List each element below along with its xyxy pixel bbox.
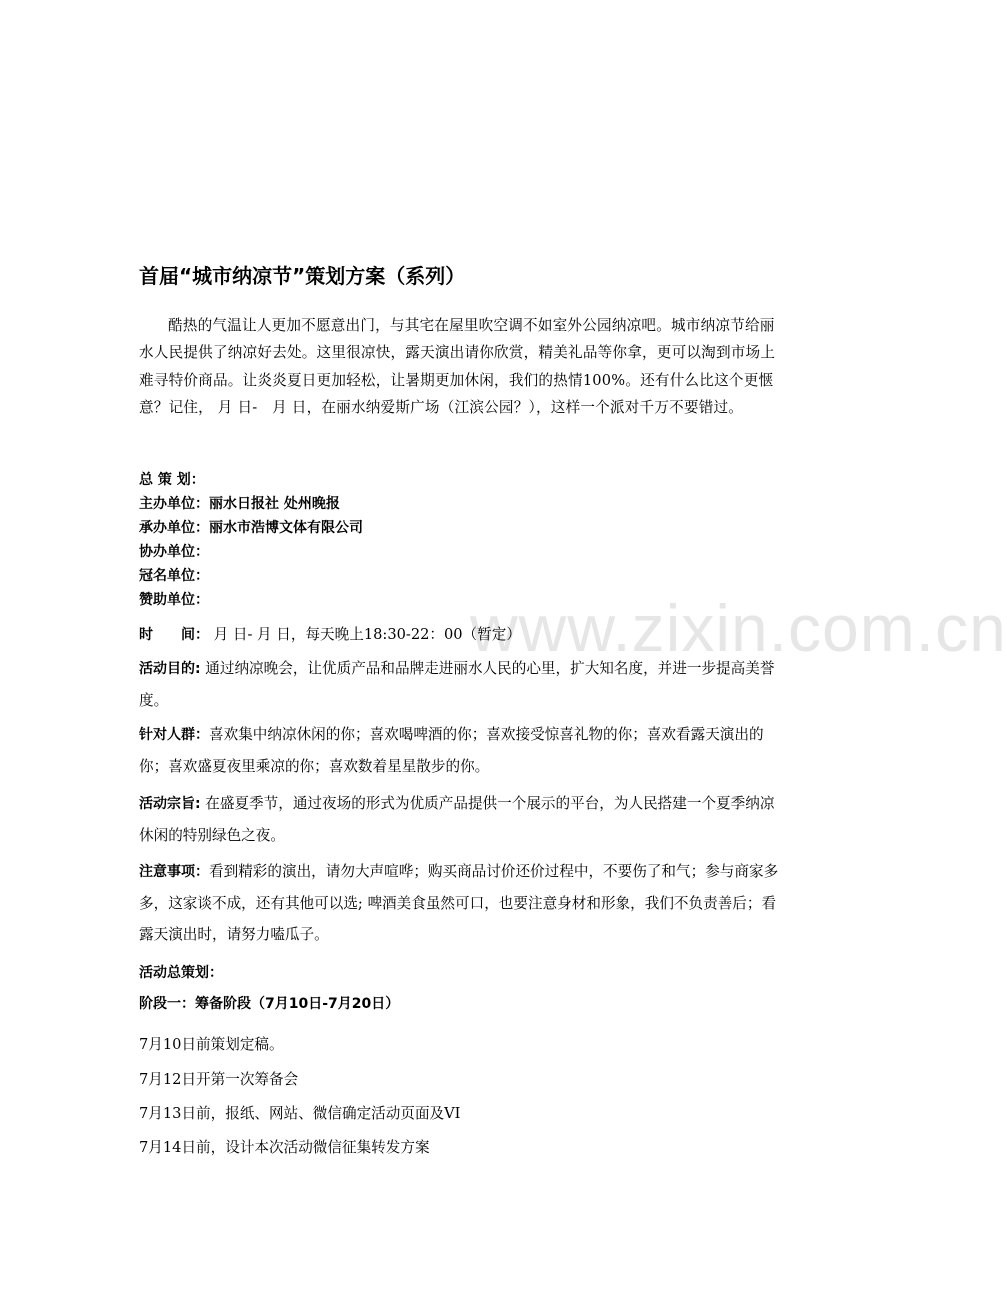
time-label: 时 间： bbox=[139, 627, 209, 643]
audience-label: 针对人群： bbox=[139, 727, 209, 743]
title-sponsor-label: 冠名单位： bbox=[139, 568, 209, 584]
organizer-value: 丽水市浩博文体有限公司 bbox=[209, 520, 363, 536]
title-sponsor-line bbox=[139, 565, 209, 585]
schedule-item: 7月10日前策划定稿。 bbox=[139, 1036, 284, 1053]
host-line bbox=[139, 493, 340, 513]
notice-label: 注意事项： bbox=[139, 864, 209, 880]
overall-plan-line bbox=[139, 962, 223, 982]
watermark-text: www.zixin.com.cn bbox=[470, 591, 1007, 665]
aim-paragraph bbox=[139, 788, 785, 851]
schedule-item: 7月14日前，设计本次活动微信征集转发方案 bbox=[139, 1139, 430, 1156]
purpose-paragraph bbox=[139, 653, 785, 716]
time-value: 月 日- 月 日，每天晚上18:30-22：00（暂定） bbox=[213, 626, 521, 643]
purpose-label: 活动目的: bbox=[139, 661, 201, 677]
host-label: 主办单位： bbox=[139, 496, 209, 512]
planner-line bbox=[139, 469, 205, 489]
co-organizer-line bbox=[139, 541, 209, 561]
time-line bbox=[139, 623, 521, 644]
audience-value: 喜欢集中纳凉休闲的你；喜欢喝啤酒的你；喜欢接受惊喜礼物的你；喜欢看露天演出的你；喜欢盛夏夜里乘凉的你；喜欢数着星星散步的你。 bbox=[139, 726, 764, 775]
host-value: 丽水日报社 处州晚报 bbox=[209, 496, 340, 512]
phase1-line bbox=[139, 993, 399, 1013]
document-title: 首届“城市纳凉节”策划方案（系列） bbox=[139, 264, 466, 288]
organizer-line bbox=[139, 517, 363, 537]
co-organizer-label: 协办单位： bbox=[139, 544, 209, 560]
notice-paragraph bbox=[139, 856, 785, 950]
overall-plan-label: 活动总策划： bbox=[139, 965, 223, 981]
organizer-label: 承办单位： bbox=[139, 520, 209, 536]
intro-paragraph: 酷热的气温让人更加不愿意出门，与其宅在屋里吹空调不如室外公园纳凉吧。城市纳凉节给丽水人民提供了纳凉好去处。这里很凉快，露天演出请你欣赏，精美礼品等你拿，更可以淘到市场上难寻特价商品。让炎炎夏日更加轻松，让暑期更加休闲，我们的热情100%。还有什么比这个更惬意？记住， 月 日- 月 日，在丽水纳爱斯广场（江滨公园？），这样一个派对千万不要错过。 bbox=[139, 317, 776, 416]
audience-paragraph bbox=[139, 719, 785, 782]
planner-label: 总 策 划： bbox=[139, 472, 205, 488]
sponsor-label: 赞助单位： bbox=[139, 592, 209, 608]
notice-value: 看到精彩的演出，请勿大声喧哗；购买商品讨价还价过程中，不要伤了和气；参与商家多多，这家谈不成，还有其他可以选; 啤酒美食虽然可口，也要注意身材和形象，我们不负责善后；看露天演出时，请努力嗑瓜子。 bbox=[139, 863, 779, 943]
schedule-item: 7月12日开第一次筹备会 bbox=[139, 1071, 299, 1088]
phase1-label: 阶段一：筹备阶段（7月10日-7月20日） bbox=[139, 996, 400, 1012]
purpose-value: 通过纳凉晚会，让优质产品和品牌走进丽水人民的心里，扩大知名度，并进一步提高美誉度。 bbox=[139, 660, 775, 709]
aim-label: 活动宗旨: bbox=[139, 796, 201, 812]
schedule-item: 7月13日前，报纸、网站、微信确定活动页面及VI bbox=[139, 1105, 461, 1122]
aim-value: 在盛夏季节，通过夜场的形式为优质产品提供一个展示的平台，为人民搭建一个夏季纳凉休闲的特别绿色之夜。 bbox=[139, 795, 775, 844]
sponsor-line bbox=[139, 589, 209, 609]
